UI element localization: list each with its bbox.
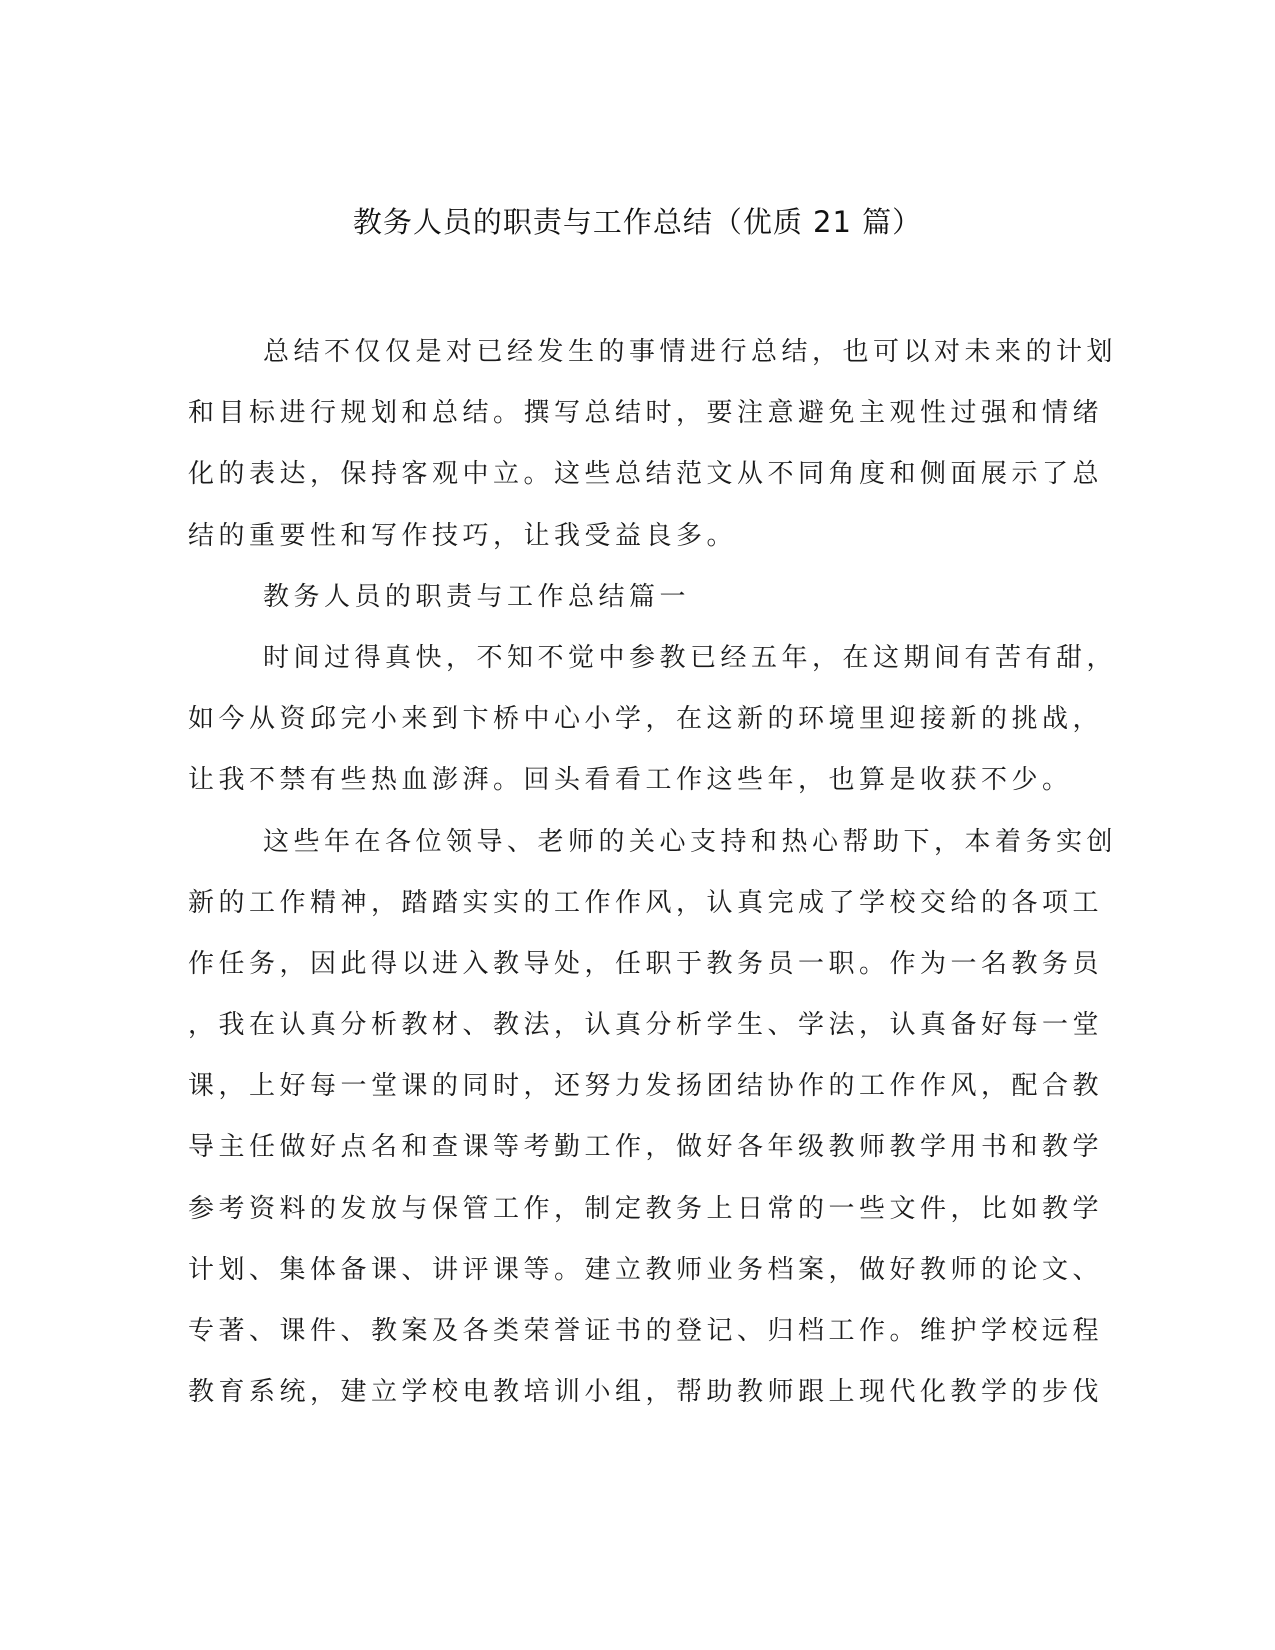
paragraph-line: 化的表达，保持客观中立。这些总结范文从不同角度和侧面展示了总: [188, 459, 1104, 490]
paragraph-line: 新的工作精神，踏踏实实的工作作风，认真完成了学校交给的各项工: [188, 887, 1104, 918]
paragraph-line: 总结不仅仅是对已经发生的事情进行总结，也可以对未来的计划: [263, 337, 1118, 367]
paragraph-line: 课，上好每一堂课的同时，还努力发扬团结协作的工作作风，配合教: [188, 1071, 1104, 1102]
paragraph-line: 和目标进行规划和总结。撰写总结时，要注意避免主观性过强和情绪: [188, 398, 1104, 429]
paragraph-line: 参考资料的发放与保管工作，制定教务上日常的一些文件，比如教学: [188, 1193, 1104, 1224]
paragraph-line: 教育系统，建立学校电教培训小组，帮助教师跟上现代化教学的步伐: [188, 1377, 1104, 1408]
paragraph-line: 专著、课件、教案及各类荣誉证书的登记、归档工作。维护学校远程: [188, 1316, 1104, 1346]
paragraph-line: 计划、集体备课、讲评课等。建立教师业务档案，做好教师的论文、: [188, 1254, 1104, 1285]
paragraph-line: 这些年在各位领导、老师的关心支持和热心帮助下，本着务实创: [263, 826, 1118, 857]
paragraph-line: 时间过得真快，不知不觉中参教已经五年，在这期间有苦有甜，: [263, 642, 1118, 673]
document-title: 教务人员的职责与工作总结（优质 21 篇）: [352, 205, 923, 239]
paragraph-line: 如今从资邱完小来到卞桥中心小学，在这新的环境里迎接新的挑战，: [188, 704, 1104, 735]
paragraph-line: 作任务，因此得以进入教导处，任职于教务员一职。作为一名教务员: [188, 948, 1104, 979]
document-body: [188, 332, 1118, 1433]
section-heading: 教务人员的职责与工作总结篇一: [263, 581, 691, 612]
paragraph-line: ，我在认真分析教材、教法，认真分析学生、学法，认真备好每一堂: [188, 1010, 1104, 1041]
paragraph-line: 结的重要性和写作技巧，让我受益良多。: [188, 520, 738, 551]
paragraph-line: 让我不禁有些热血澎湃。回头看看工作这些年，也算是收获不少。: [188, 765, 1073, 796]
paragraph-line: 导主任做好点名和查课等考勤工作，做好各年级教师教学用书和教学: [188, 1132, 1104, 1163]
